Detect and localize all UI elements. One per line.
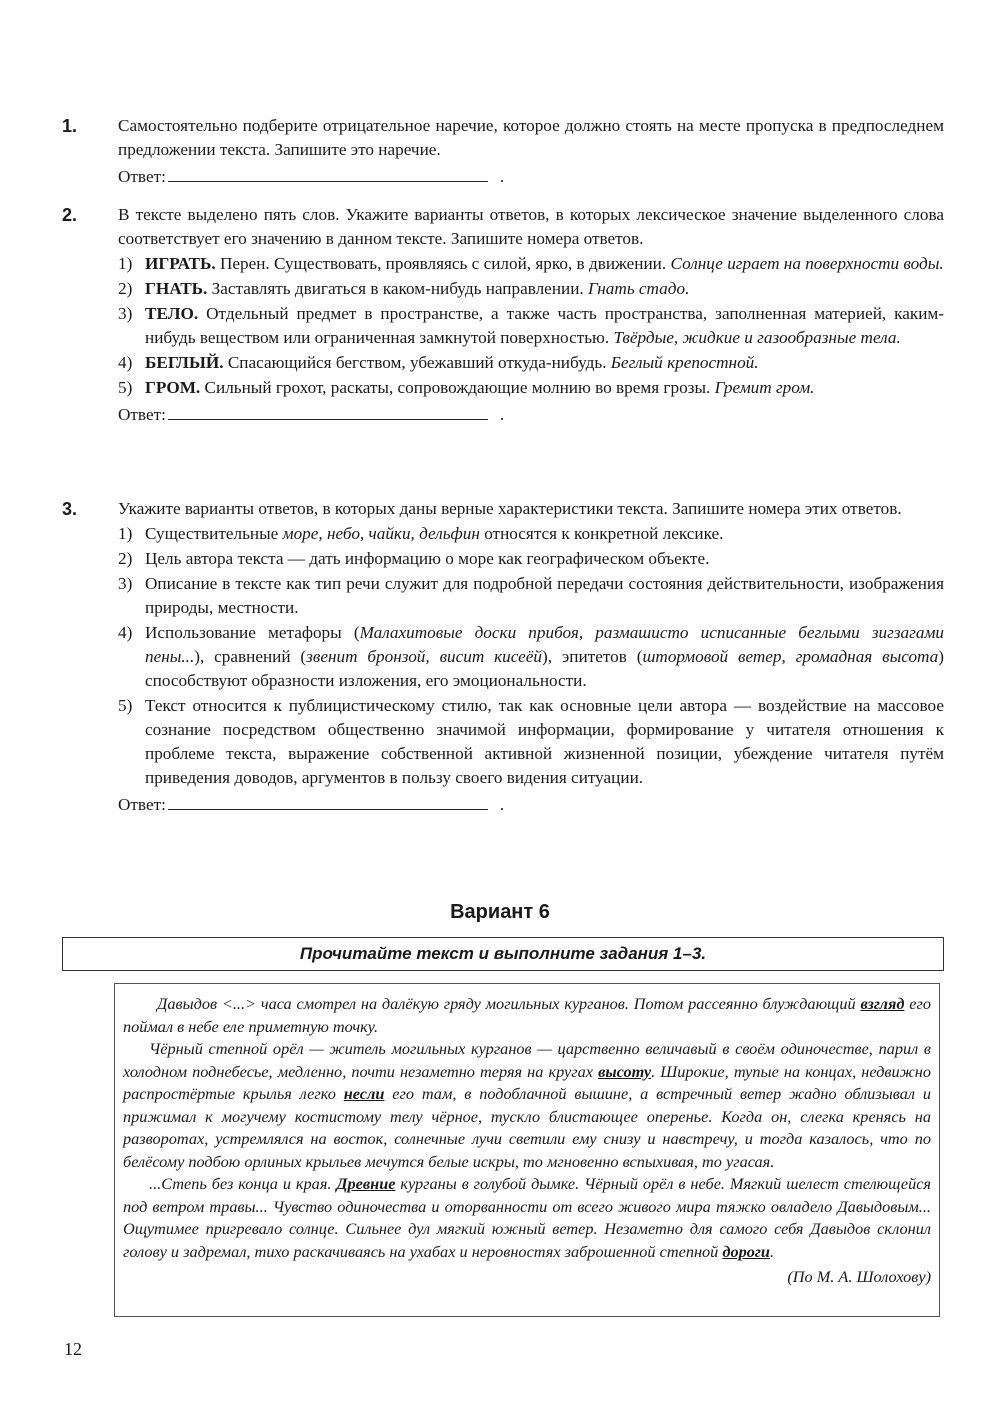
task-3-option-5 [118, 694, 944, 790]
task-2-option-1 [118, 252, 944, 276]
option-word: ГНАТЬ. [145, 279, 208, 298]
option-text: относятся к конкретной лексике. [479, 524, 724, 543]
task-3-option-4 [118, 621, 944, 693]
option-definition: Спасающийся бегством, убежавший откуда-нибудь. [223, 353, 611, 372]
highlighted-word: Древние [336, 1174, 396, 1193]
answer-label: Ответ: [118, 167, 166, 186]
highlighted-word: высоту [598, 1061, 652, 1081]
option-italic: звенит бронзой, висит кисеёй [306, 647, 543, 666]
reading-paragraph-3 [123, 1173, 931, 1263]
reading-text: курганы в голубой дымке. Чёрный орёл в небе. Мягкий шелест стелющейся под ветром травы... Чувство одиночества и оторванности от всего живого мира тяжко овладело Давыдовым... Ощутимее пригревало солнце. Сильнее дул мягкий южный ветер. Незаметно для самого себя Давыдов склонил голову и задремал, тихо раскачиваясь на ухабах и неровностях заброшенной степной [123, 1174, 931, 1261]
task-2-option-4 [118, 351, 944, 375]
author-attribution: (По М. А. Шолохову) [787, 1267, 931, 1286]
answer-end: . [499, 405, 505, 424]
option-number: 3) [118, 574, 133, 593]
task-3-answer [118, 792, 944, 817]
option-number: 4) [118, 623, 133, 642]
option-text: Текст относится к публицистическому стилю, так как основные цели автора — воздействие на массовое сознание посредством общественно значимой информации, формирование у читателя отношения к проблеме текста, выражение собственной активной жизненной позиции, убеждение читателя путём приведения доводов, аргументов в пользу своего видения ситуации. [145, 696, 944, 787]
answer-line[interactable] [168, 164, 488, 182]
option-definition: Сильный грохот, раскаты, сопровождающие молнию во время грозы. [200, 378, 715, 397]
answer-end: . [499, 795, 505, 814]
task-1 [62, 114, 944, 189]
task-2 [62, 203, 944, 427]
reading-text: его там, в подоблачной вышине, а встречный ветер жадно облизывал и прижимал к могучему костистому телу чёрное, тускло блистающее оперенье. Когда он, слегка кренясь на разворотах, устремлялся на восток, солнечные лучи светили ему снизу и навстречу, и тогда казалось, что по белёсому подбою орлиных крыльев мечутся белые искры, то мгновенно вспыхивая, то угасая. [123, 1084, 931, 1171]
option-example: Беглый крепостной. [610, 353, 759, 372]
option-italic: штормовой ветер, громадная высота [642, 647, 939, 666]
reading-text-box [114, 983, 940, 1317]
option-number: 4) [118, 353, 133, 372]
option-example: Твёрдые, жидкие и газообразные тела. [613, 328, 901, 347]
option-text: Существительные [145, 524, 283, 543]
task-3-option-1 [118, 522, 944, 546]
task-2-answer [118, 402, 944, 427]
task-2-option-3 [118, 302, 944, 350]
option-number: 5) [118, 696, 133, 715]
task-3 [62, 497, 944, 817]
option-number: 2) [118, 549, 133, 568]
task-3-option-2 [118, 547, 944, 571]
answer-label: Ответ: [118, 405, 166, 424]
task-2-option-2 [118, 277, 944, 301]
reading-text: ...Степь без конца и края. [149, 1174, 337, 1193]
task-3-text: Укажите варианты ответов, в которых даны верные характеристики текста. Запишите номера этих ответов. [118, 499, 902, 518]
reading-text: . [769, 1241, 775, 1261]
task-2-option-5 [118, 376, 944, 400]
task-1-answer [118, 164, 944, 189]
option-text: Использование метафоры ( [145, 623, 360, 642]
option-example: Гремит гром. [714, 378, 815, 397]
instruction-box: Прочитайте текст и выполните задания 1–3. [62, 937, 944, 971]
answer-line[interactable] [168, 402, 488, 420]
option-text: ) способствуют образности изложения, его эмоциональности. [145, 647, 945, 690]
answer-end: . [499, 167, 505, 186]
reading-text: Давыдов <...> часа смотрел на далёкую гряду могильных курганов. Потом рассеянно блуждающий [157, 994, 861, 1013]
reading-text: его поймал в небе еле приметную точку. [123, 994, 931, 1036]
option-number: 3) [118, 304, 133, 323]
option-italic: море, небо, чайки, дельфин [282, 524, 480, 543]
option-definition: Перен. Существовать, проявляясь с силой, ярко, в движении. [215, 254, 671, 273]
option-word: ТЕЛО. [145, 304, 199, 323]
highlighted-word: дороги [722, 1241, 770, 1261]
reading-text: Чёрный степной орёл — житель могильных курганов — царственно величавый в своём одиночестве, парил в холодном поднебесье, медленно, почти незаметно теряя на кругах [123, 1039, 931, 1081]
page-number: 12 [64, 1339, 82, 1359]
task-3-number: 3. [62, 499, 78, 519]
reading-text: . Широкие, тупые на концах, недвижно распростёртые крылья легко [123, 1061, 931, 1103]
option-text: Описание в тексте как тип речи служит для подробной передачи состояния действительности, изображения природы, местности. [145, 574, 944, 617]
option-text: Цель автора текста — дать информацию о море как географическом объекте. [145, 549, 710, 568]
option-text: ), эпитетов ( [542, 647, 643, 666]
task-3-option-3 [118, 572, 944, 620]
option-word: БЕГЛЫЙ. [145, 353, 224, 372]
variant-title: Вариант 6 [450, 901, 550, 923]
option-word: ГРОМ. [145, 378, 201, 397]
option-word: ИГРАТЬ. [145, 254, 216, 273]
option-number: 1) [118, 254, 133, 273]
option-number: 1) [118, 524, 133, 543]
task-1-text: Самостоятельно подберите отрицательное наречие, которое должно стоять на месте пропуска в предпоследнем предложении текста. Запишите это наречие. [118, 116, 944, 159]
task-1-number: 1. [62, 116, 78, 136]
answer-label: Ответ: [118, 795, 166, 814]
reading-paragraph-1 [123, 993, 931, 1038]
option-example: Солнце играет на поверхности воды. [670, 254, 944, 273]
option-example: Гнать стадо. [588, 279, 690, 298]
option-number: 2) [118, 279, 133, 298]
highlighted-word: несли [343, 1084, 385, 1103]
answer-line[interactable] [168, 792, 488, 810]
task-2-text: В тексте выделено пять слов. Укажите варианты ответов, в которых лексическое значение выделенного слова соответствует его значению в данном тексте. Запишите номера ответов. [118, 205, 944, 248]
reading-paragraph-2 [123, 1038, 931, 1173]
option-number: 5) [118, 378, 133, 397]
option-italic: Малахитовые доски прибоя, размашисто исписанные беглыми зигзагами пены... [145, 623, 945, 666]
task-2-number: 2. [62, 205, 78, 225]
option-definition: Заставлять двигаться в каком-нибудь направлении. [207, 279, 589, 298]
highlighted-word: взгляд [860, 994, 905, 1013]
option-definition: Отдельный предмет в пространстве, а также часть пространства, заполненная материей, каким-нибудь веществом или ограниченная замкнутой поверхностью. [145, 304, 944, 347]
option-text: ), сравнений ( [194, 647, 307, 666]
